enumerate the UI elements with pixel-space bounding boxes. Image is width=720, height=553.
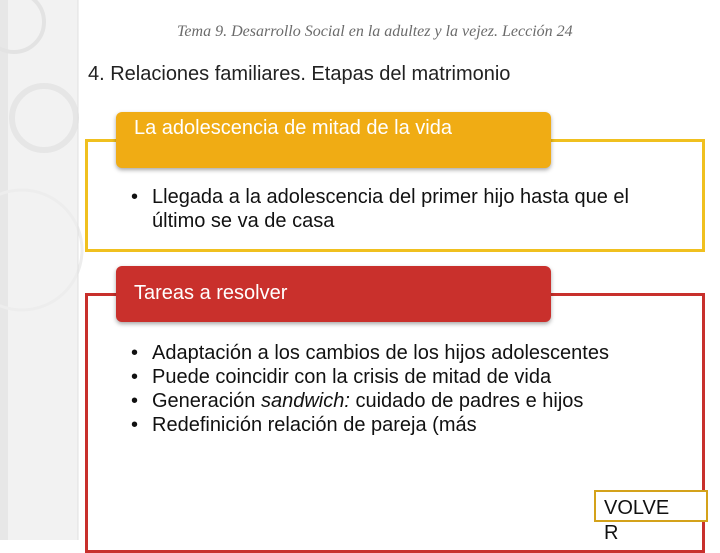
section-tasks-bullets: [129, 341, 669, 437]
slide-title: 4. Relaciones familiares. Etapas del matrimonio: [88, 63, 511, 85]
section-tasks-heading: Tareas a resolver: [116, 266, 551, 322]
bullet-item: • Puede coincidir con la crisis de mitad de vida: [129, 365, 669, 389]
bullet-item: • Llegada a la adolescencia del primer hijo hasta que el último se va de casa: [129, 185, 669, 233]
bullet-text: Generación: [152, 390, 261, 412]
lesson-header: Tema 9. Desarrollo Social en la adultez y la vejez. Lección 24: [177, 23, 573, 40]
section-adolescence-heading: La adolescencia de mitad de la vida: [116, 112, 551, 168]
bullet-item: • Adaptación a los cambios de los hijos adolescentes: [129, 341, 669, 365]
back-button[interactable]: VOLVE: [594, 490, 708, 522]
bullet-text: cuidado de padres e hijos: [349, 390, 584, 412]
section-adolescence-bullets: [129, 185, 669, 233]
bullet-emphasis: sandwich:: [260, 390, 350, 412]
bullet-item: [129, 389, 669, 413]
bullet-item: • Redefinición relación de pareja (más: [129, 413, 669, 437]
back-button-overflow-text: R: [604, 522, 619, 544]
